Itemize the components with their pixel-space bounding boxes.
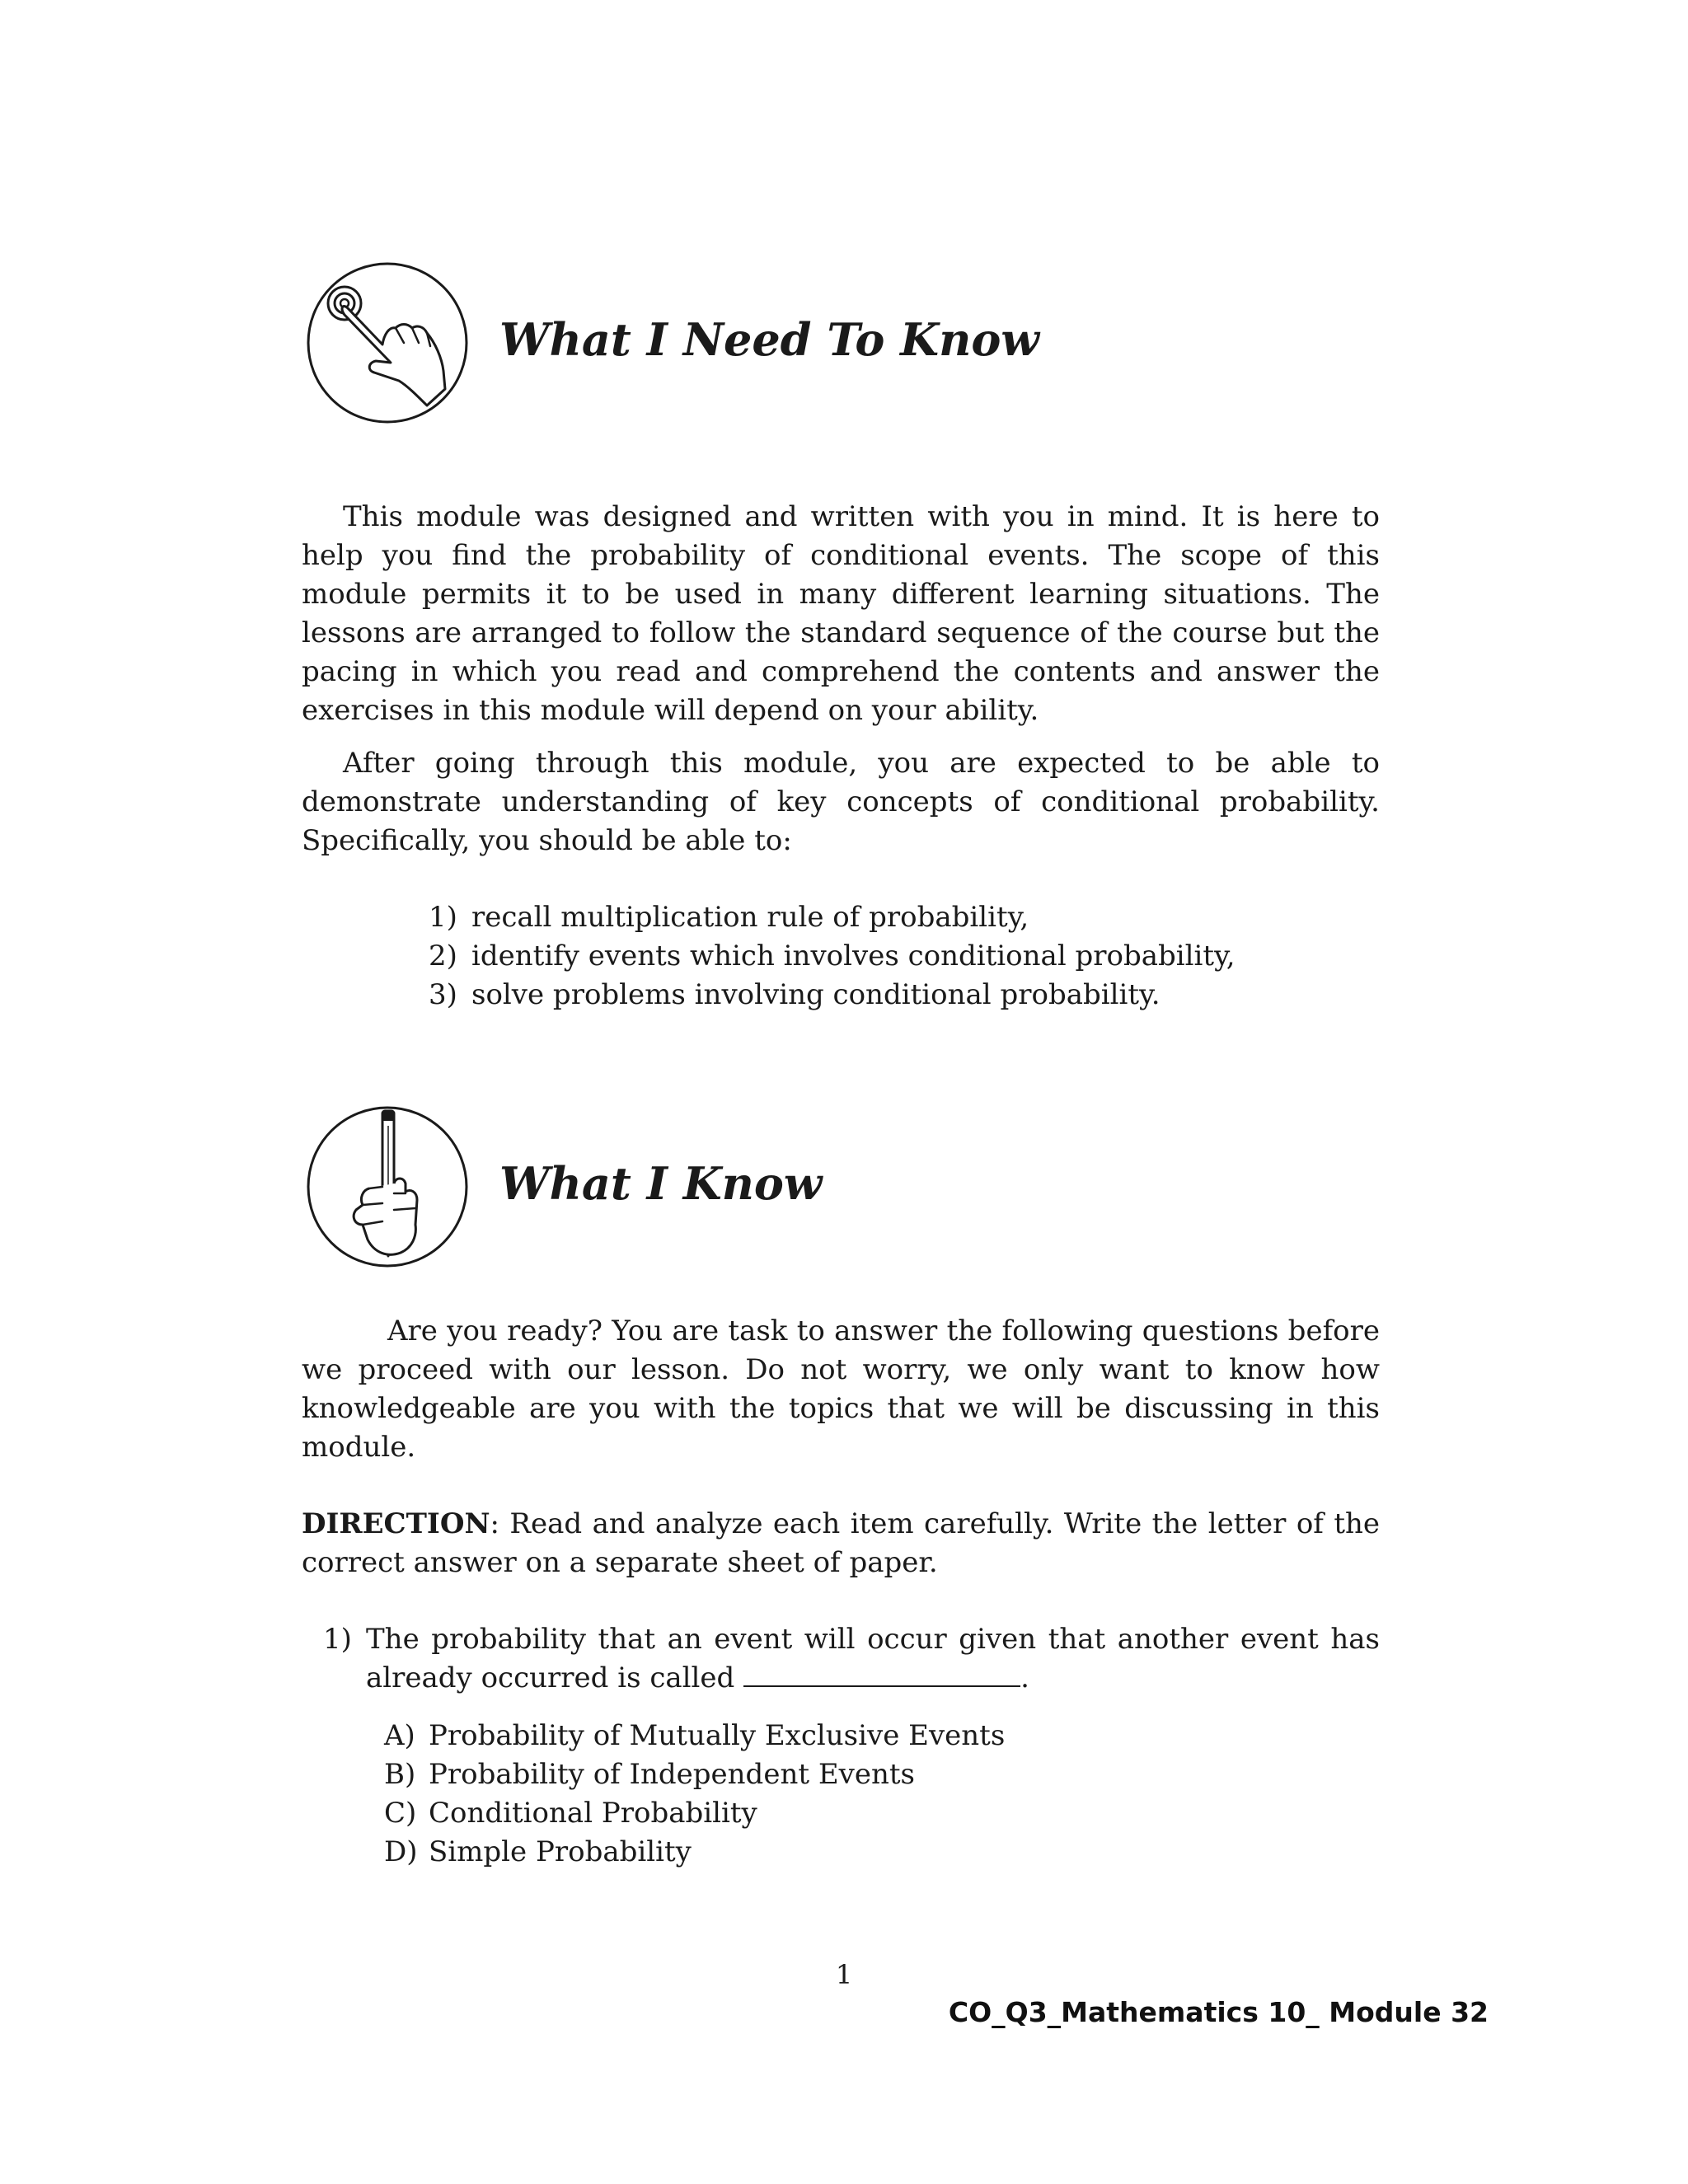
list-item	[384, 1755, 1291, 1794]
section-header-what-i-know	[302, 1101, 1456, 1274]
choice-letter: C)	[384, 1797, 417, 1830]
list-item	[384, 1833, 1291, 1872]
readiness-paragraph: Are you ready? You are task to answer the following questions before we proceed with our lesson. Do not worry, we only want to know how knowledgeable are you with the topics that we will be discussing in this module.	[302, 1315, 1380, 1464]
choice-letter: D)	[384, 1835, 418, 1868]
page-number: 1	[835, 1959, 853, 1990]
list-item	[384, 1717, 1291, 1755]
choices-list	[384, 1717, 1291, 1872]
objective-number: 1)	[429, 901, 457, 934]
choice-text: Probability of Mutually Exclusive Events	[429, 1719, 1006, 1752]
objective-number: 2)	[429, 940, 457, 972]
question-text-wrap	[366, 1620, 1380, 1698]
direction-text: : Read and analyze each item carefully. Write the letter of the correct answer on a separate sheet of paper.	[302, 1507, 1380, 1579]
question-item	[323, 1620, 1380, 1698]
objective-text: solve problems involving conditional probability.	[471, 978, 1160, 1011]
direction-label: DIRECTION	[302, 1507, 490, 1540]
choice-letter: B)	[384, 1758, 416, 1791]
list-item	[429, 937, 1376, 976]
objective-number: 3)	[429, 978, 457, 1011]
choice-text: Conditional Probability	[429, 1797, 757, 1830]
question-number: 1)	[323, 1623, 352, 1656]
choice-letter: A)	[384, 1719, 415, 1752]
module-code: CO_Q3_Mathematics 10_ Module 32	[948, 1996, 1489, 2028]
section-title: What I Need To Know	[499, 313, 1039, 366]
intro-paragraph: This module was designed and written with you in mind. It is here to help you find the probability of conditional events. The scope of this module permits it to be used in many different learning situations. The lessons are arranged to follow the standard sequence of the course but the pacing in which you read and comprehend the contents and answer the exercises in this module will depend on your ability.	[302, 500, 1380, 727]
section-title: What I Know	[499, 1157, 823, 1210]
expectation-paragraph: After going through this module, you are expected to be able to demonstrate understanding of key concepts of conditional probability. Specifically, you should be able to:	[302, 747, 1380, 857]
question-text: The probability that an event will occur given that another event has already occurred is called	[366, 1623, 1380, 1694]
section-header-need-to-know	[302, 257, 1456, 430]
direction-paragraph	[302, 1505, 1380, 1582]
hand-holding-pencil-icon	[302, 1101, 475, 1274]
question-end: .	[1020, 1661, 1029, 1694]
list-item	[429, 976, 1376, 1015]
answer-blank	[743, 1661, 1020, 1687]
list-item	[384, 1794, 1291, 1833]
objective-text: recall multiplication rule of probability,	[471, 901, 1029, 934]
list-item	[429, 898, 1376, 937]
choice-text: Simple Probability	[429, 1835, 692, 1868]
objectives-list	[429, 898, 1376, 1015]
pointing-finger-icon	[302, 257, 475, 430]
choice-text: Probability of Independent Events	[429, 1758, 915, 1791]
objective-text: identify events which involves conditional probability,	[471, 940, 1236, 972]
